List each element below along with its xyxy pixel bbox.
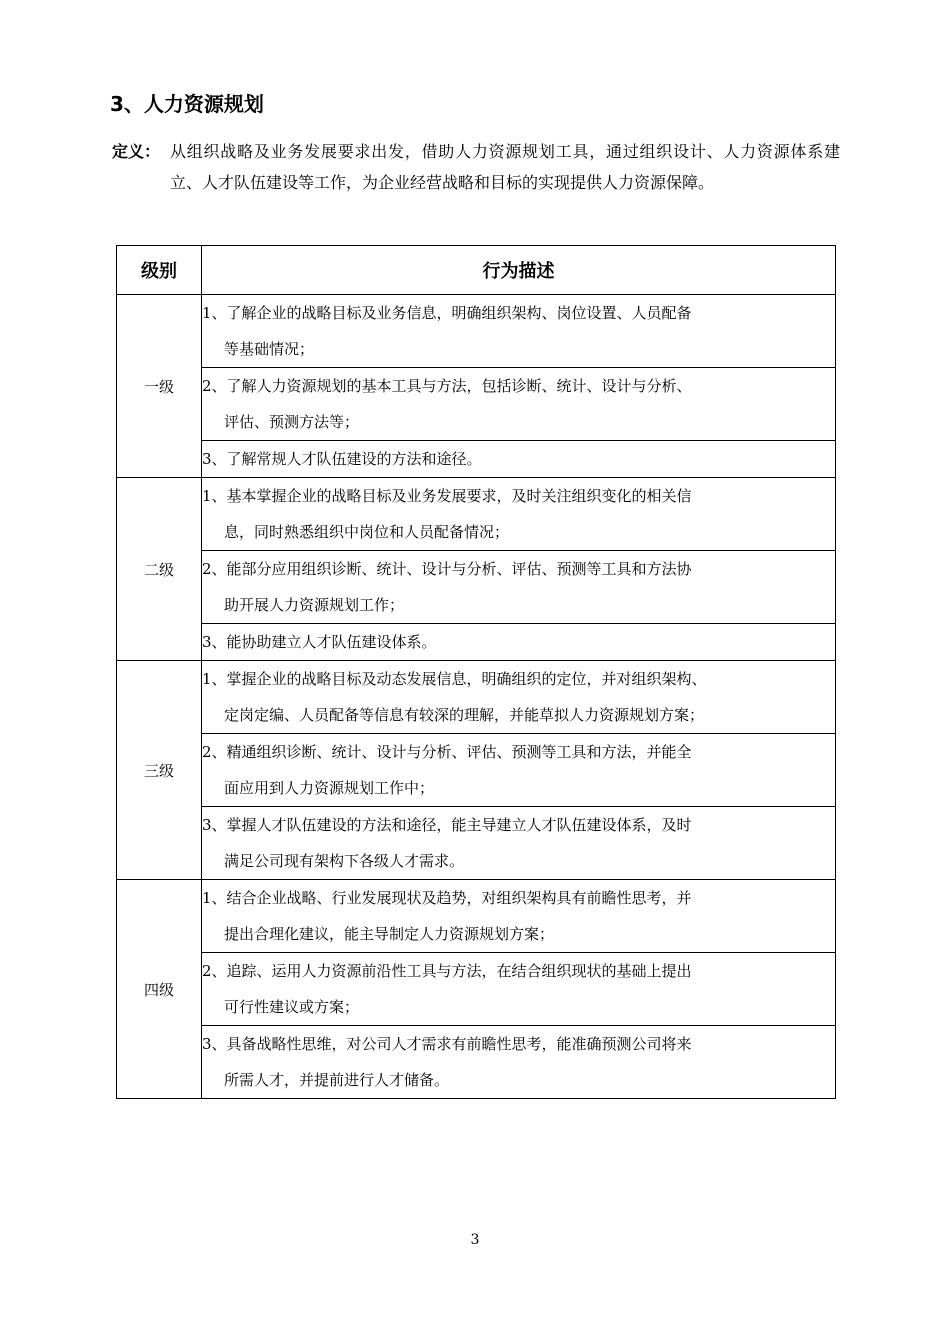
- description-line: 评估、预测方法等；: [224, 413, 360, 431]
- section-heading: 3、人力资源规划: [110, 92, 264, 116]
- description-line: 2、精通组织诊断、统计、设计与分析、评估、预测等工具和方法，并能全: [202, 743, 692, 761]
- description-line: 2、追踪、运用人力资源前沿性工具与方法，在结合组织现状的基础上提出: [202, 962, 692, 980]
- description-line: 满足公司现有架构下各级人才需求。: [224, 852, 465, 870]
- description-cell: [202, 624, 836, 661]
- description-line: 息，同时熟悉组织中岗位和人员配备情况；: [224, 523, 510, 541]
- description-cell: [202, 953, 836, 1026]
- page-number: 3: [470, 1232, 480, 1248]
- table-row: [117, 661, 836, 734]
- level-cell: 四级: [117, 880, 202, 1099]
- description-line: 定岗定编、人员配备等信息有较深的理解，并能草拟人力资源规划方案；: [224, 706, 705, 724]
- table-row: [117, 734, 836, 807]
- description-cell: [202, 368, 836, 441]
- description-cell: [202, 880, 836, 953]
- description-cell: [202, 478, 836, 551]
- table-body: [117, 295, 836, 1099]
- table-row: [117, 441, 836, 478]
- description-cell: [202, 661, 836, 734]
- description-line: 3、能协助建立人才队伍建设体系。: [202, 633, 437, 651]
- description-line: 2、了解人力资源规划的基本工具与方法，包括诊断、统计、设计与分析、: [202, 377, 692, 395]
- description-line: 3、了解常规人才队伍建设的方法和途径。: [202, 450, 482, 468]
- competency-table: [116, 245, 836, 1099]
- description-cell: [202, 734, 836, 807]
- description-line: 1、了解企业的战略目标及业务信息，明确组织架构、岗位设置、人员配备: [202, 304, 692, 322]
- table-row: [117, 551, 836, 624]
- definition-text: 从组织战略及业务发展要求出发，借助人力资源规划工具，通过组织设计、人力资源体系建立、人才队伍建设等工作，为企业经营战略和目标的实现提供人力资源保障。: [170, 142, 840, 192]
- description-line: 等基础情况；: [224, 340, 315, 358]
- table-row: [117, 880, 836, 953]
- definition-label: 定义：: [112, 142, 161, 161]
- description-line: 可行性建议或方案；: [224, 998, 360, 1016]
- description-line: 提出合理化建议，能主导制定人力资源规划方案；: [224, 925, 555, 943]
- description-cell: [202, 551, 836, 624]
- description-line: 1、基本掌握企业的战略目标及业务发展要求，及时关注组织变化的相关信: [202, 487, 692, 505]
- table-row: [117, 807, 836, 880]
- description-cell: [202, 441, 836, 478]
- level-cell: 一级: [117, 295, 202, 478]
- description-line: 所需人才，并提前进行人才储备。: [224, 1071, 450, 1089]
- table-row: [117, 1026, 836, 1099]
- level-cell: 二级: [117, 478, 202, 661]
- table-header-row: [117, 246, 836, 295]
- description-line: 面应用到人力资源规划工作中；: [224, 779, 435, 797]
- definition-paragraph: [112, 136, 840, 198]
- table-row: [117, 478, 836, 551]
- description-line: 1、结合企业战略、行业发展现状及趋势，对组织架构具有前瞻性思考，并: [202, 889, 692, 907]
- description-line: 3、掌握人才队伍建设的方法和途径，能主导建立人才队伍建设体系，及时: [202, 816, 692, 834]
- description-line: 助开展人力资源规划工作；: [224, 596, 405, 614]
- table-row: [117, 624, 836, 661]
- level-cell: 三级: [117, 661, 202, 880]
- description-line: 2、能部分应用组织诊断、统计、设计与分析、评估、预测等工具和方法协: [202, 560, 692, 578]
- table-row: [117, 953, 836, 1026]
- header-description: 行为描述: [202, 246, 836, 295]
- description-cell: [202, 1026, 836, 1099]
- description-cell: [202, 807, 836, 880]
- table-row: [117, 295, 836, 368]
- description-line: 1、掌握企业的战略目标及动态发展信息，明确组织的定位，并对组织架构、: [202, 670, 707, 688]
- description-cell: [202, 295, 836, 368]
- header-level: 级别: [117, 246, 202, 295]
- description-line: 3、具备战略性思维，对公司人才需求有前瞻性思考，能准确预测公司将来: [202, 1035, 692, 1053]
- table-row: [117, 368, 836, 441]
